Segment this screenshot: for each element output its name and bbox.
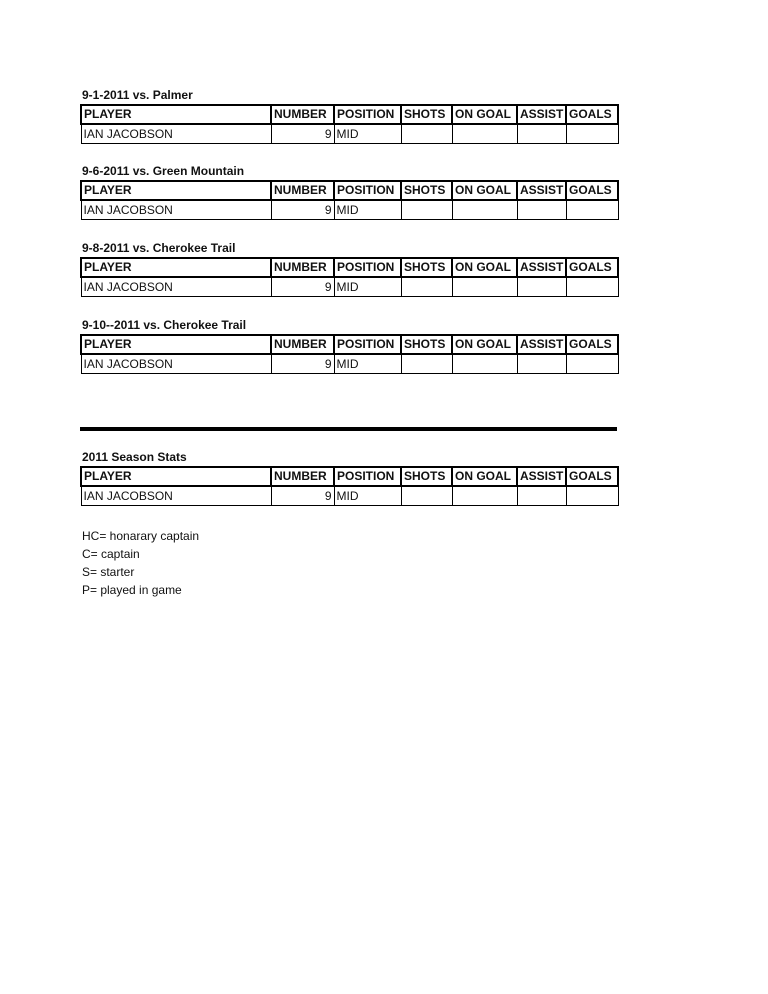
player-cell: IAN JACOBSON bbox=[81, 200, 271, 220]
col-goals-header: GOALS bbox=[566, 258, 618, 277]
on-goal-cell bbox=[452, 354, 517, 374]
col-assist-header: ASSIST bbox=[517, 181, 566, 200]
assist-cell bbox=[517, 200, 566, 220]
col-goals-header: GOALS bbox=[566, 105, 618, 124]
table-row bbox=[81, 486, 618, 506]
col-number-header: NUMBER bbox=[271, 181, 334, 200]
stats-table bbox=[80, 466, 619, 506]
col-position-header: POSITION bbox=[334, 105, 401, 124]
goals-cell bbox=[566, 277, 618, 297]
legend-item-s: S= starter bbox=[82, 565, 135, 579]
col-player-header: PLAYER bbox=[81, 258, 271, 277]
header-row bbox=[81, 105, 618, 124]
table-row bbox=[81, 277, 618, 297]
col-number-header: NUMBER bbox=[271, 105, 334, 124]
shots-cell bbox=[401, 277, 452, 297]
position-cell: MID bbox=[334, 200, 401, 220]
game-1-section bbox=[80, 86, 618, 144]
col-shots-header: SHOTS bbox=[401, 335, 452, 354]
assist-cell bbox=[517, 486, 566, 506]
legend-item-c: C= captain bbox=[82, 547, 140, 561]
header-row bbox=[81, 335, 618, 354]
game-title: 9-6-2011 vs. Green Mountain bbox=[82, 164, 245, 178]
col-shots-header: SHOTS bbox=[401, 467, 452, 486]
table-row bbox=[81, 200, 618, 220]
col-assist-header: ASSIST bbox=[517, 258, 566, 277]
assist-cell bbox=[517, 277, 566, 297]
player-cell: IAN JACOBSON bbox=[81, 486, 271, 506]
game-4-section bbox=[80, 316, 618, 374]
legend bbox=[82, 527, 199, 599]
on-goal-cell bbox=[452, 124, 517, 144]
game-title: 9-10--2011 vs. Cherokee Trail bbox=[82, 318, 247, 332]
col-on-goal-header: ON GOAL bbox=[452, 181, 517, 200]
game-title: 9-1-2011 vs. Palmer bbox=[82, 88, 193, 102]
col-shots-header: SHOTS bbox=[401, 181, 452, 200]
number-cell: 9 bbox=[271, 277, 334, 297]
game-2-section bbox=[80, 162, 618, 220]
col-number-header: NUMBER bbox=[271, 467, 334, 486]
stats-table bbox=[80, 334, 619, 374]
col-position-header: POSITION bbox=[334, 335, 401, 354]
table-row bbox=[81, 354, 618, 374]
number-cell: 9 bbox=[271, 354, 334, 374]
header-row bbox=[81, 467, 618, 486]
col-on-goal-header: ON GOAL bbox=[452, 467, 517, 486]
on-goal-cell bbox=[452, 486, 517, 506]
legend-item-p: P= played in game bbox=[82, 583, 182, 597]
col-goals-header: GOALS bbox=[566, 467, 618, 486]
col-player-header: PLAYER bbox=[81, 105, 271, 124]
shots-cell bbox=[401, 354, 452, 374]
on-goal-cell bbox=[452, 200, 517, 220]
col-assist-header: ASSIST bbox=[517, 467, 566, 486]
assist-cell bbox=[517, 354, 566, 374]
position-cell: MID bbox=[334, 124, 401, 144]
season-stats-section bbox=[80, 448, 618, 506]
stats-table bbox=[80, 180, 619, 220]
goals-cell bbox=[566, 200, 618, 220]
col-number-header: NUMBER bbox=[271, 335, 334, 354]
header-row bbox=[81, 258, 618, 277]
header-row bbox=[81, 181, 618, 200]
on-goal-cell bbox=[452, 277, 517, 297]
goals-cell bbox=[566, 354, 618, 374]
player-cell: IAN JACOBSON bbox=[81, 277, 271, 297]
legend-item-hc: HC= honarary captain bbox=[82, 529, 200, 543]
position-cell: MID bbox=[334, 486, 401, 506]
col-assist-header: ASSIST bbox=[517, 105, 566, 124]
stats-table bbox=[80, 257, 619, 297]
col-player-header: PLAYER bbox=[81, 181, 271, 200]
col-goals-header: GOALS bbox=[566, 335, 618, 354]
position-cell: MID bbox=[334, 277, 401, 297]
goals-cell bbox=[566, 124, 618, 144]
col-on-goal-header: ON GOAL bbox=[452, 335, 517, 354]
col-on-goal-header: ON GOAL bbox=[452, 105, 517, 124]
player-cell: IAN JACOBSON bbox=[81, 354, 271, 374]
number-cell: 9 bbox=[271, 486, 334, 506]
shots-cell bbox=[401, 124, 452, 144]
game-title: 9-8-2011 vs. Cherokee Trail bbox=[82, 241, 236, 255]
table-row bbox=[81, 124, 618, 144]
col-position-header: POSITION bbox=[334, 258, 401, 277]
shots-cell bbox=[401, 486, 452, 506]
col-on-goal-header: ON GOAL bbox=[452, 258, 517, 277]
col-shots-header: SHOTS bbox=[401, 105, 452, 124]
shots-cell bbox=[401, 200, 452, 220]
number-cell: 9 bbox=[271, 124, 334, 144]
col-position-header: POSITION bbox=[334, 181, 401, 200]
number-cell: 9 bbox=[271, 200, 334, 220]
player-cell: IAN JACOBSON bbox=[81, 124, 271, 144]
assist-cell bbox=[517, 124, 566, 144]
col-number-header: NUMBER bbox=[271, 258, 334, 277]
season-title: 2011 Season Stats bbox=[82, 450, 187, 464]
col-position-header: POSITION bbox=[334, 467, 401, 486]
col-player-header: PLAYER bbox=[81, 467, 271, 486]
col-goals-header: GOALS bbox=[566, 181, 618, 200]
col-shots-header: SHOTS bbox=[401, 258, 452, 277]
game-3-section bbox=[80, 239, 618, 297]
position-cell: MID bbox=[334, 354, 401, 374]
stats-table bbox=[80, 104, 619, 144]
col-player-header: PLAYER bbox=[81, 335, 271, 354]
goals-cell bbox=[566, 486, 618, 506]
col-assist-header: ASSIST bbox=[517, 335, 566, 354]
section-divider bbox=[80, 427, 617, 431]
